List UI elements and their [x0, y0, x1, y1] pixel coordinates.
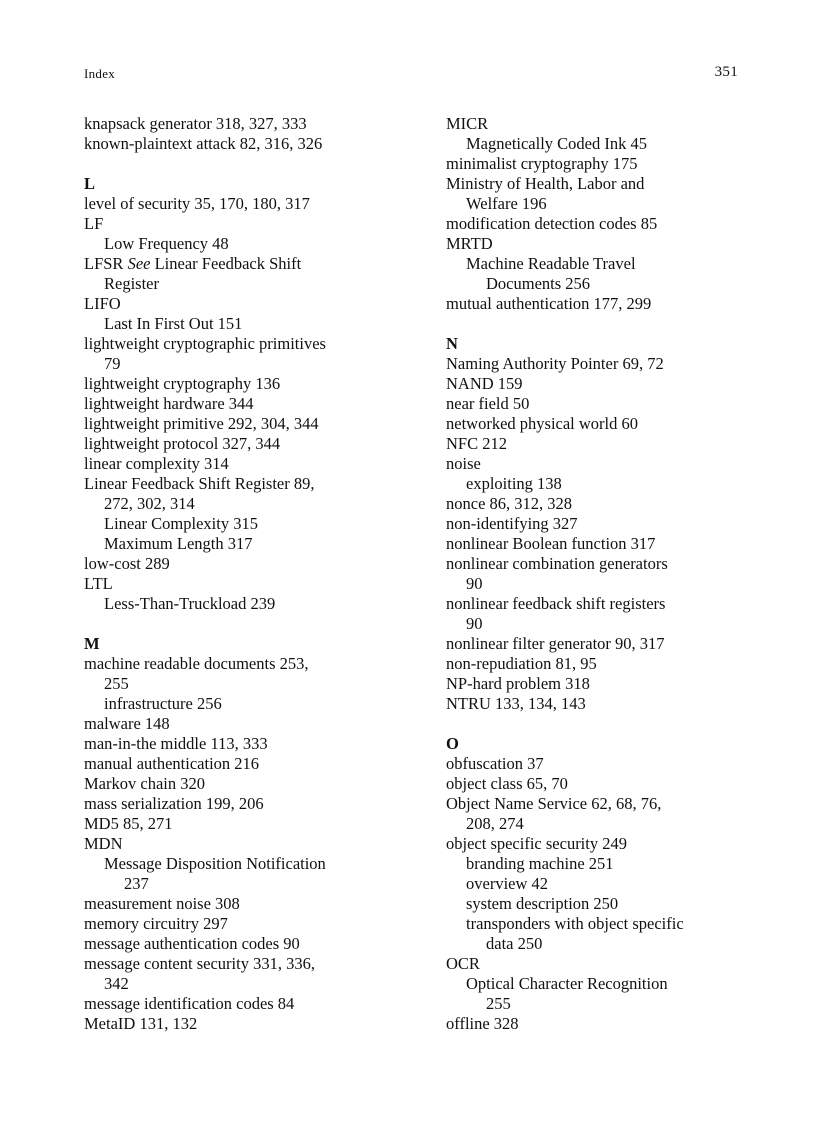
- index-entry: lightweight primitive 292, 304, 344: [84, 414, 319, 433]
- index-entry: Ministry of Health, Labor and: [446, 174, 645, 193]
- index-entry: message authentication codes 90: [84, 934, 300, 953]
- index-entry: MetaID 131, 132: [84, 1014, 198, 1033]
- index-entry: nonlinear feedback shift registers: [446, 594, 666, 613]
- index-subentry: Low Frequency 48: [104, 234, 229, 253]
- index-entry: NP-hard problem 318: [446, 674, 590, 693]
- index-entry: LIFO: [84, 294, 121, 313]
- index-entry: object specific security 249: [446, 834, 627, 853]
- index-subentry: Documents 256: [486, 274, 591, 293]
- index-subentry: overview 42: [466, 874, 549, 893]
- index-entry: linear complexity 314: [84, 454, 229, 473]
- index-entry: lightweight cryptographic primitives: [84, 334, 326, 353]
- index-subentry: system description 250: [466, 894, 619, 913]
- index-entry: low-cost 289: [84, 554, 170, 573]
- index-entry: knapsack generator 318, 327, 333: [84, 114, 307, 133]
- index-entry-text: Linear Feedback Shift: [150, 254, 302, 273]
- index-entry: nonlinear combination generators: [446, 554, 668, 573]
- index-subentry: Linear Complexity 315: [104, 514, 258, 533]
- index-entry: manual authentication 216: [84, 754, 260, 773]
- index-entry: memory circuitry 297: [84, 914, 228, 933]
- index-subentry: 272, 302, 314: [104, 494, 195, 513]
- index-entry: mass serialization 199, 206: [84, 794, 264, 813]
- index-entry: LTL: [84, 574, 113, 593]
- index-subentry: Welfare 196: [466, 194, 547, 213]
- index-entry: lightweight hardware 344: [84, 394, 254, 413]
- index-entry: [84, 254, 384, 274]
- index-entry: message content security 331, 336,: [84, 954, 315, 973]
- page-number: 351: [714, 64, 738, 80]
- index-letter-heading: N: [446, 334, 458, 353]
- index-entry: MRTD: [446, 234, 493, 253]
- index-subentry: 255: [104, 674, 129, 693]
- index-entry: nonce 86, 312, 328: [446, 494, 573, 513]
- index-subentry: 255: [486, 994, 511, 1013]
- index-column-left: [84, 114, 384, 1034]
- index-entry: LF: [84, 214, 104, 233]
- index-subentry: Less-Than-Truckload 239: [104, 594, 276, 613]
- index-entry: mutual authentication 177, 299: [446, 294, 652, 313]
- index-subentry: Message Disposition Notification: [104, 854, 326, 873]
- index-subentry: Magnetically Coded Ink 45: [466, 134, 648, 153]
- index-subentry: 79: [104, 354, 121, 373]
- index-entry: machine readable documents 253,: [84, 654, 309, 673]
- index-subentry: 208, 274: [466, 814, 524, 833]
- index-entry: level of security 35, 170, 180, 317: [84, 194, 310, 213]
- index-entry: non-repudiation 81, 95: [446, 654, 597, 673]
- index-subentry: Maximum Length 317: [104, 534, 253, 553]
- index-subentry: Machine Readable Travel: [466, 254, 636, 273]
- index-entry: OCR: [446, 954, 480, 973]
- index-entry: non-identifying 327: [446, 514, 578, 533]
- index-entry: nonlinear filter generator 90, 317: [446, 634, 665, 653]
- index-entry: NAND 159: [446, 374, 523, 393]
- index-subentry: 237: [124, 874, 149, 893]
- index-entry: Object Name Service 62, 68, 76,: [446, 794, 662, 813]
- index-entry: NFC 212: [446, 434, 507, 453]
- index-entry: Markov chain 320: [84, 774, 205, 793]
- index-entry: networked physical world 60: [446, 414, 638, 433]
- index-entry: offline 328: [446, 1014, 519, 1033]
- index-subentry: Register: [104, 274, 159, 293]
- index-subentry: infrastructure 256: [104, 694, 222, 713]
- index-entry: nonlinear Boolean function 317: [446, 534, 656, 553]
- index-entry: NTRU 133, 134, 143: [446, 694, 586, 713]
- index-subentry: branding machine 251: [466, 854, 614, 873]
- index-entry: MD5 85, 271: [84, 814, 173, 833]
- index-entry: lightweight cryptography 136: [84, 374, 281, 393]
- index-subentry: 342: [104, 974, 129, 993]
- index-entry: MDN: [84, 834, 123, 853]
- index-subentry: data 250: [486, 934, 543, 953]
- index-column-right: [446, 114, 746, 1034]
- index-entry: minimalist cryptography 175: [446, 154, 638, 173]
- index-subentry: transponders with object specific: [466, 914, 684, 933]
- running-head-title: Index: [84, 66, 116, 81]
- index-entry: noise: [446, 454, 481, 473]
- index-subentry: Last In First Out 151: [104, 314, 243, 333]
- index-subentry: Optical Character Recognition: [466, 974, 668, 993]
- index-entry: message identification codes 84: [84, 994, 295, 1013]
- index-entry: obfuscation 37: [446, 754, 544, 773]
- index-subentry: 90: [466, 614, 483, 633]
- index-letter-heading: O: [446, 734, 459, 753]
- see-reference: See: [127, 254, 151, 273]
- index-entry: lightweight protocol 327, 344: [84, 434, 281, 453]
- index-entry: object class 65, 70: [446, 774, 568, 793]
- index-subentry: exploiting 138: [466, 474, 562, 493]
- index-entry: man-in-the middle 113, 333: [84, 734, 268, 753]
- index-subentry: 90: [466, 574, 483, 593]
- index-entry: near field 50: [446, 394, 530, 413]
- index-entry: measurement noise 308: [84, 894, 240, 913]
- index-entry: Linear Feedback Shift Register 89,: [84, 474, 315, 493]
- index-entry: MICR: [446, 114, 489, 133]
- index-entry: known-plaintext attack 82, 316, 326: [84, 134, 323, 153]
- index-letter-heading: M: [84, 634, 100, 653]
- index-entry: malware 148: [84, 714, 170, 733]
- index-letter-heading: L: [84, 174, 96, 193]
- index-entry-text: LFSR: [84, 254, 128, 273]
- index-entry: Naming Authority Pointer 69, 72: [446, 354, 664, 373]
- index-entry: modification detection codes 85: [446, 214, 658, 233]
